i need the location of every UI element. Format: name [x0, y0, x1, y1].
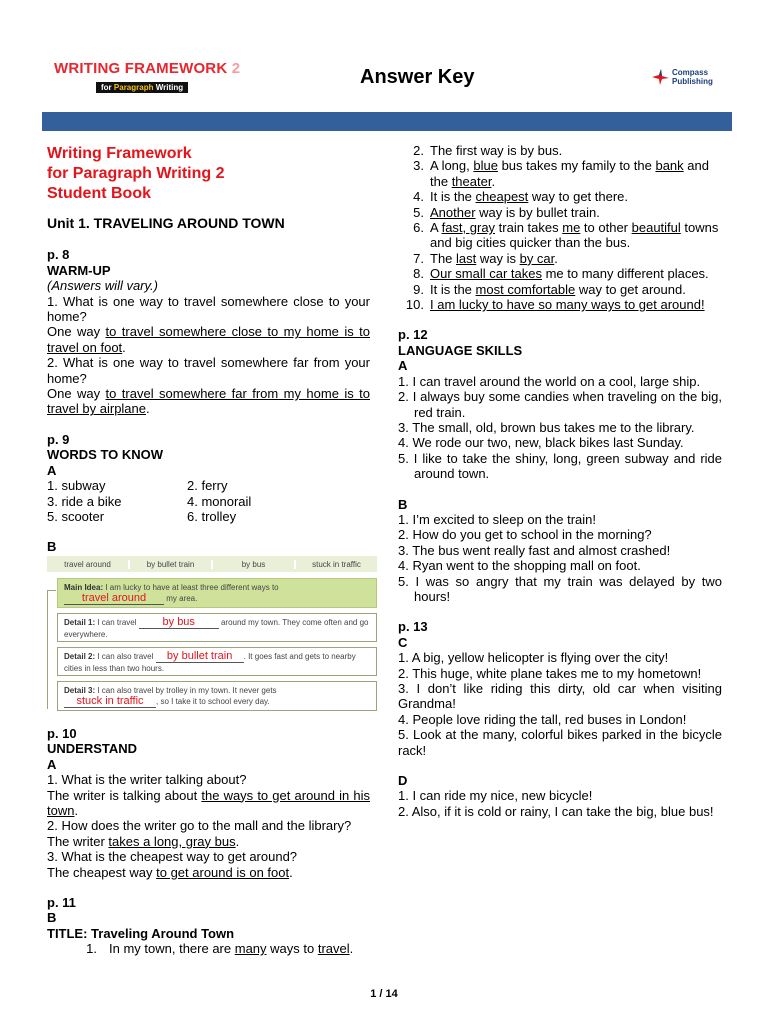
understand-answer-2: The writer takes a long, gray bus. [47, 833, 240, 849]
detail-2-answer: by bullet train [166, 650, 233, 662]
outline-list [398, 143, 722, 312]
list-item: 1. I’m excited to sleep on the train! [398, 511, 596, 527]
logo-title: WRITING FRAMEWORK [54, 60, 228, 77]
understand-question-1: 1. What is the writer talking about? [47, 772, 247, 788]
understand-answer-1: The writer is talking about the ways to get around in his town. [47, 787, 370, 819]
page-ref-12: p. 12 [398, 327, 428, 343]
main-idea-answer: travel around [81, 592, 147, 604]
page-title: Answer Key [360, 66, 475, 88]
page-ref-10: p. 10 [47, 726, 77, 741]
sub-label-c: C [398, 634, 408, 650]
list-item: 2. Also, if it is cold or rainy, I can take the big, blue bus! [398, 803, 714, 819]
answers-note: (Answers will vary.) [47, 278, 158, 294]
sub-label-a-p12: A [398, 358, 408, 374]
list-item: 1. I can ride my nice, new bicycle! [398, 788, 593, 804]
list-item: 2. I always buy some candies when traveling on the big, red train. [398, 389, 722, 420]
section-understand: UNDERSTAND [47, 741, 138, 757]
main-idea-box: Main Idea: I am lucky to have at least three different ways to travel around my area. [57, 578, 377, 608]
outline-item-4: 4. It is the cheapest way to get there. [413, 189, 629, 205]
section-language-skills: LANGUAGE SKILLS [398, 342, 523, 358]
book-title: Writing Framework for Paragraph Writing 2 Student Book [47, 145, 225, 202]
list-item: 3. The bus went really fast and almost crashed! [398, 542, 671, 558]
outline-item-7: 7. The last way is by car. [413, 250, 558, 266]
sub-label-d: D [398, 773, 408, 789]
sub-label-b-p12: B [398, 496, 408, 512]
left-column [47, 144, 370, 555]
warmup-answer-1: One way to travel somewhere close to my home is to travel on foot. [47, 324, 370, 355]
warmup-question-2: 2. What is one way to travel somewhere far from your home? [47, 355, 370, 386]
right-column [398, 143, 722, 819]
list-item: 3. The small, old, brown bus takes me to the library. [398, 419, 695, 435]
sub-label-b: B [47, 539, 57, 555]
page-number: 1 / 14 [370, 988, 398, 1000]
section-words-to-know: WORDS TO KNOW [47, 447, 164, 463]
detail-3-box: Detail 3: I can also travel by trolley in my town. It never gets stuck in traffic , so I take it to school every day. [57, 681, 377, 711]
page-ref-13: p. 13 [398, 619, 428, 635]
language-a-list [398, 374, 722, 482]
word-bank: travel around by bullet train by bus stuck in traffic [47, 556, 377, 572]
list-item: 2. How do you get to school in the morning? [398, 527, 652, 543]
sub-label-b-p11: B [47, 910, 57, 926]
logo-number: 2 [231, 60, 241, 77]
outline-item-9: 9. It is the most comfortable way to get around. [413, 281, 686, 297]
detail-3-answer: stuck in traffic [76, 695, 144, 707]
list-item: 5. I like to take the shiny, long, green subway and ride around town. [398, 450, 722, 482]
list-item: 5. I was so angry that my train was delayed by two hours! [398, 573, 722, 604]
language-c-list [398, 650, 722, 758]
page-ref-11: p. 11 [47, 895, 76, 911]
sub-label-a-p10: A [47, 756, 57, 772]
logo-subtitle: for Paragraph Writing [96, 82, 188, 93]
sub-label-a: A [47, 462, 57, 478]
detail-1-answer: by bus [162, 616, 195, 628]
warmup-question-1: 1. What is one way to travel somewhere close to your home? [47, 293, 370, 325]
understand-answer-3: The cheapest way to get around is on foot. [47, 864, 293, 880]
word-list: 1. subway 2. ferry 3. ride a bike 4. monorail 5. scooter 6. trolley [47, 478, 252, 524]
list-item: 5. Look at the many, colorful bikes parked in the bicycle rack! [398, 727, 722, 758]
outline-item-6: 6. A fast, gray train takes me to other beautiful towns and big cities quicker than the bus. [413, 220, 719, 251]
unit-title: Unit 1. TRAVELING AROUND TOWN [47, 215, 285, 231]
outline-item-2: 2. The first way is by bus. [413, 143, 563, 158]
list-item: 1. I can travel around the world on a cool, large ship. [398, 373, 701, 389]
list-item: 2. This huge, white plane takes me to my hometown! [398, 665, 702, 681]
list-item: 4. We rode our two, new, black bikes last Sunday. [398, 435, 684, 451]
publisher-line-2: Publishing [672, 77, 713, 86]
list-item: 4. People love riding the tall, red buses in London! [398, 711, 687, 727]
compass-star-icon [650, 68, 670, 86]
outline-item-5: 5. Another way is by bullet train. [413, 204, 600, 220]
understand-question-3: 3. What is the cheapest way to get around? [47, 849, 298, 865]
outline-item-1: 1. In my town, there are many ways to travel. [86, 941, 354, 957]
list-item: 4. Ryan went to the shopping mall on foot. [398, 558, 641, 574]
warmup-answer-2: One way to travel somewhere far from my home is to travel by airplane. [47, 386, 370, 417]
outline-item-8: 8. Our small car takes me to many different places. [413, 266, 709, 282]
left-column-lower [47, 726, 370, 957]
page-ref-9: p. 9 [47, 431, 70, 447]
list-item: 3. I don’t like riding this dirty, old car when visiting Grandma! [398, 681, 722, 712]
outline-item-3: 3. A long, blue bus takes my family to the bank and the theater. [413, 158, 709, 189]
language-d-list [398, 788, 722, 819]
list-item: 1. A big, yellow helicopter is flying over the city! [398, 650, 669, 666]
paragraph-title: TITLE: Traveling Around Town [47, 925, 235, 941]
graphic-organizer [47, 556, 377, 711]
understand-question-2: 2. How does the writer go to the mall and the library? [47, 818, 352, 834]
compass-publishing-logo [650, 68, 713, 86]
header-bar [42, 112, 732, 131]
detail-1-box: Detail 1: I can travel by bus around my town. They come often and go everywhere. [57, 613, 377, 642]
language-b-list [398, 512, 722, 604]
publisher-line-1: Compass [672, 68, 709, 77]
outline-item-10: 10. I am lucky to have so many ways to get around! [405, 297, 705, 313]
page-ref-8: p. 8 [47, 247, 70, 263]
writing-framework-logo [54, 60, 240, 93]
detail-2-box: Detail 2: I can also travel by bullet train . It goes fast and gets to nearby cities in less than two hours. [57, 647, 377, 676]
section-warm-up: WARM-UP [47, 262, 111, 278]
